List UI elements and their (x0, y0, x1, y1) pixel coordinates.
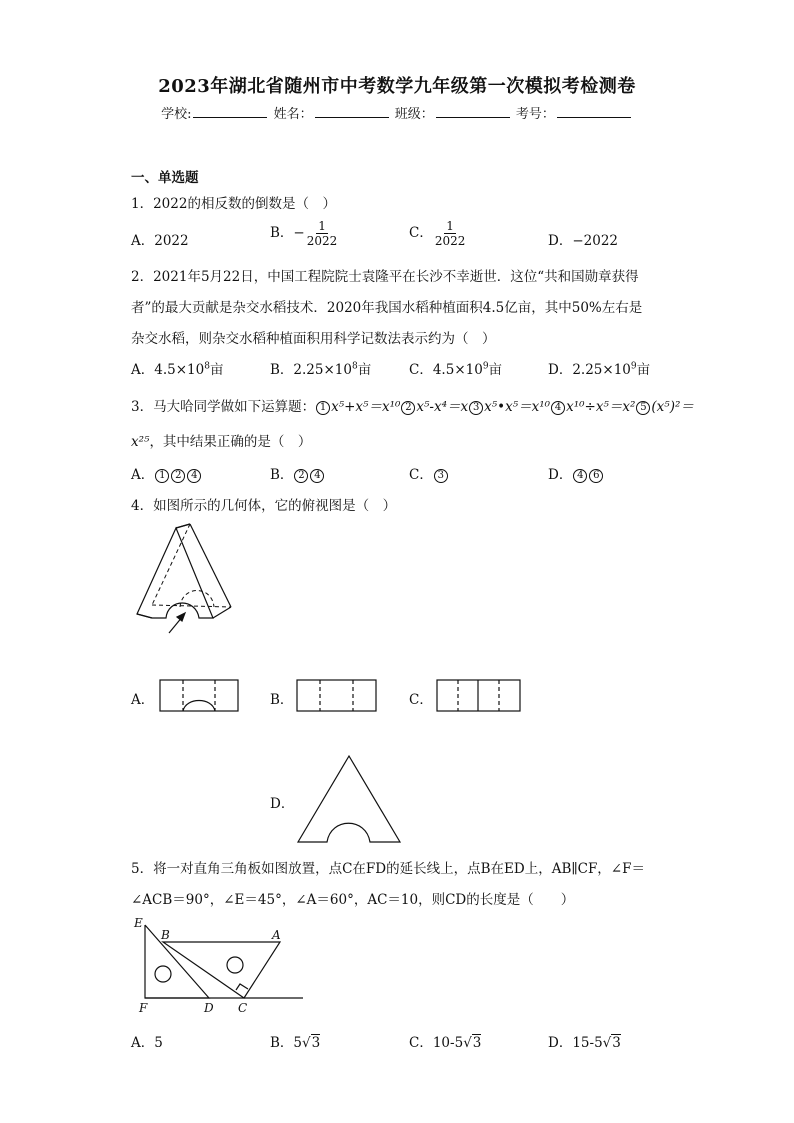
expression: (x⁵)²＝ (651, 399, 694, 415)
class-label: 班级： (394, 107, 434, 122)
circled-number: 5 (636, 401, 650, 415)
circled-number: 2 (401, 401, 415, 415)
point-label-e: E (134, 916, 143, 930)
circled-number: 1 (155, 469, 169, 483)
unit: 亩 (209, 362, 224, 378)
sqrt-symbol: √3 (302, 1035, 321, 1051)
q3-question: ，其中结果正确的是（ ） (149, 434, 312, 450)
radicand: 3 (311, 1035, 321, 1051)
unit: 亩 (488, 362, 503, 378)
q4-option-c-label[interactable]: C． (409, 692, 433, 708)
option-label: A． (131, 233, 155, 249)
point-label-f: F (139, 1001, 148, 1015)
triangle-abc (163, 942, 280, 998)
option-base: 4.5×10 (154, 362, 205, 378)
q4-option-a-label[interactable]: A． (131, 692, 155, 708)
option-label: D． (548, 362, 573, 378)
exponent: 8 (204, 361, 210, 372)
option-label: A． (131, 467, 155, 483)
option-label: A． (131, 1035, 155, 1051)
option-base: 2.25×10 (572, 362, 631, 378)
point-label-d: D (204, 1001, 214, 1015)
option-label: B． (270, 1035, 294, 1051)
q4-option-b-label[interactable]: B． (270, 692, 294, 708)
unit: 亩 (357, 362, 372, 378)
radicand: 3 (472, 1035, 482, 1051)
option-text: 2022 (154, 233, 189, 249)
point-label-b: B (161, 928, 170, 942)
circled-number: 4 (310, 469, 324, 483)
q5-option-c[interactable] (409, 1031, 481, 1051)
option-text: 5 (293, 1035, 303, 1051)
denominator: 2022 (306, 234, 338, 248)
sqrt-symbol: √3 (463, 1035, 482, 1051)
expression: x²⁵ (131, 434, 150, 450)
circled-number: 4 (551, 401, 565, 415)
option-label: A． (131, 362, 155, 378)
unit: 亩 (636, 362, 651, 378)
number-label: 考号： (515, 107, 555, 122)
numerator: 1 (446, 219, 454, 233)
option-label: D． (548, 233, 573, 249)
point-label-c: C (238, 1001, 248, 1015)
q4-stem: 4．如图所示的几何体，它的俯视图是（ ） (131, 498, 397, 514)
circled-number: 1 (316, 401, 330, 415)
option-label: C． (409, 1035, 433, 1051)
circled-number: 2 (294, 469, 308, 483)
option-base: 2.25×10 (293, 362, 352, 378)
circled-number: 6 (589, 469, 603, 483)
expression: x⁵-x⁴＝x (416, 399, 469, 415)
exponent: 9 (482, 361, 489, 372)
q4-option-d-label[interactable]: D． (270, 796, 295, 812)
minus-sign: − (293, 225, 305, 241)
q5-stem-line2: ∠ACB＝90°，∠E＝45°，∠A＝60°，AC＝10，则CD的长度是（ ） (131, 892, 575, 908)
option-label: D． (548, 467, 573, 483)
triangle-hole (155, 966, 171, 982)
circled-number: 4 (573, 469, 587, 483)
denominator: 2022 (434, 234, 466, 248)
q5-option-b[interactable] (270, 1031, 320, 1051)
q2-stem-line1: 2．2021年5月22日，中国工程院院士袁隆平在长沙不幸逝世．这位“共和国勋章获得 (131, 269, 639, 285)
point-label-a: A (272, 928, 281, 942)
radicand: 3 (612, 1035, 621, 1051)
option-base: 4.5×10 (432, 362, 483, 378)
expression: x¹⁰÷x⁵＝x² (566, 399, 636, 415)
circled-number: 3 (469, 401, 483, 415)
circled-number: 2 (171, 469, 185, 483)
sqrt-symbol: √3 (602, 1035, 621, 1051)
section-title: 一、单选题 (131, 170, 199, 186)
q1-stem: 1．2022的相反数的倒数是（ ） (131, 196, 336, 212)
school-label: 学校: (161, 107, 192, 122)
q2-stem-line3: 杂交水稻，则杂交水稻种植面积用科学记数法表示约为（ ） (131, 331, 496, 347)
option-label: B． (270, 467, 294, 483)
q2-stem-line2: 者”的最大贡献是杂交水稻技术．2020年我国水稻种植面积4.5亿亩，其中50%左右是 (131, 300, 643, 316)
option-label: C． (409, 362, 433, 378)
option-label: B． (270, 362, 294, 378)
q3-prefix: 3．马大哈同学做如下运算题： (131, 399, 316, 415)
option-text: −2022 (572, 233, 618, 249)
exponent: 9 (630, 361, 637, 372)
option-label: D． (548, 1035, 573, 1051)
triangle-efd (145, 925, 209, 998)
right-angle-mark (236, 984, 248, 990)
option-text: 15-5 (572, 1035, 603, 1051)
triangle-hole (227, 957, 243, 973)
option-label: C． (409, 225, 433, 241)
expression: x⁵•x⁵＝x¹⁰ (484, 399, 551, 415)
option-text: 10-5 (432, 1035, 464, 1051)
option-text: 5 (154, 1035, 163, 1051)
exponent: 8 (351, 361, 358, 372)
q5-option-a[interactable] (131, 1031, 163, 1051)
circled-number: 4 (187, 469, 201, 483)
circled-number: 3 (434, 469, 448, 483)
name-label: 姓名： (273, 107, 313, 122)
option-label: C． (409, 467, 433, 483)
page-title: 2023年湖北省随州市中考数学九年级第一次模拟考检测卷 (158, 76, 636, 97)
q5-option-d[interactable] (548, 1031, 621, 1051)
option-label: B． (270, 225, 294, 241)
numerator: 1 (318, 219, 326, 233)
q5-stem-line1: 5．将一对直角三角板如图放置，点C在FD的延长线上，点B在ED上，AB∥CF，∠F＝ (131, 861, 645, 877)
expression: x⁵+x⁵＝x¹⁰ (331, 399, 401, 415)
